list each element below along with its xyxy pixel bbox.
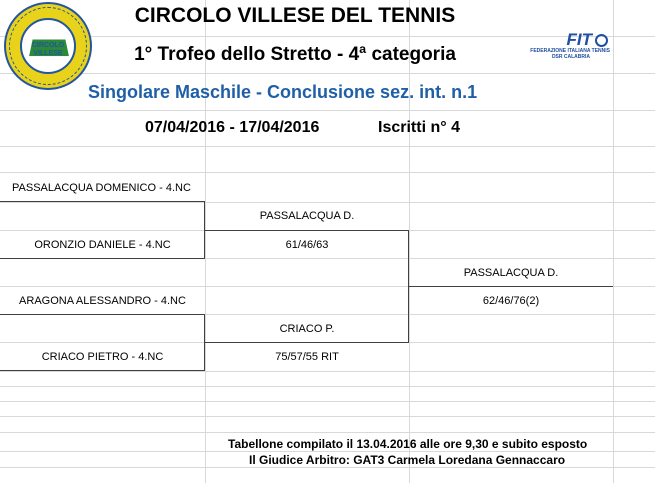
bracket-player-2: ORONZIO DANIELE - 4.NC — [34, 239, 171, 251]
fit-mark: FIT — [566, 30, 592, 49]
footer-compiled: Tabellone compilato il 13.04.2016 alle ore 9,30 e subito esposto — [228, 437, 588, 451]
federation-region: DSR CALABRIA — [551, 54, 590, 60]
club-title: CIRCOLO VILLESE DEL TENNIS — [134, 4, 456, 27]
final-winner: PASSALACQUA D. — [463, 267, 559, 279]
event-title: Singolare Maschile - Conclusione sez. int. n.1 — [88, 82, 478, 102]
logo-text: CIRCOLO VILLESE — [31, 42, 65, 57]
semifinal-2-score: 75/57/55 RIT — [275, 351, 339, 363]
entries-count: Iscritti n° 4 — [378, 119, 460, 136]
tournament-title: 1° Trofeo dello Stretto - 4ª categoria — [134, 44, 456, 65]
bracket-player-3: ARAGONA ALESSANDRO - 4.NC — [19, 295, 186, 307]
date-range: 07/04/2016 - 17/04/2016 — [145, 119, 320, 136]
bracket-player-1: PASSALACQUA DOMENICO - 4.NC — [12, 182, 191, 194]
federation-name: FEDERAZIONE ITALIANA TENNIS — [530, 48, 610, 54]
footer-referee: Il Giudice Arbitro: GAT3 Carmela Loredana Gennaccaro — [249, 453, 566, 467]
bracket-player-4: CRIACO PIETRO - 4.NC — [41, 351, 164, 363]
tennis-ball-icon — [595, 34, 608, 47]
semifinal-2-winner: CRIACO P. — [279, 323, 335, 335]
final-score: 62/46/76(2) — [482, 295, 540, 307]
semifinal-1-score: 61/46/63 — [285, 239, 329, 251]
semifinal-1-winner: PASSALACQUA D. — [259, 210, 355, 222]
